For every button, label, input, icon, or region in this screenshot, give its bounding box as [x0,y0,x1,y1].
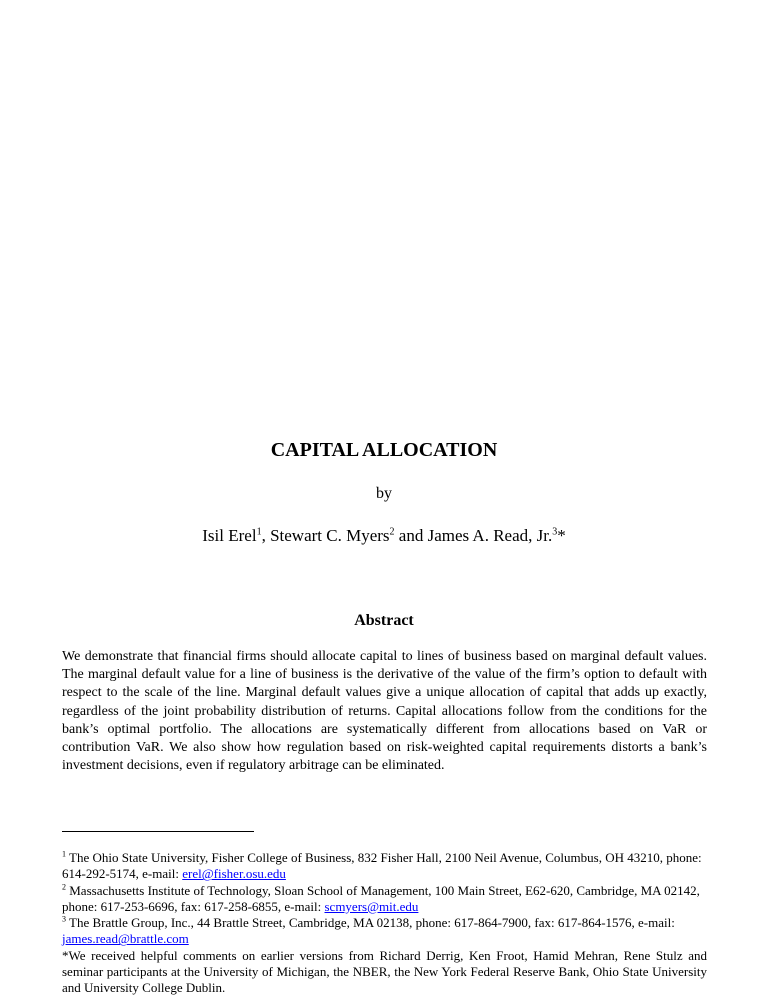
footnote-text: The Brattle Group, Inc., 44 Brattle Street, Cambridge, MA 02138, phone: 617-864-7900, fax: 617-864-1576, e-mail: [66,915,675,931]
email-link[interactable]: erel@fisher.osu.edu [182,866,286,882]
email-link[interactable]: scmyers@mit.edu [324,898,419,914]
footnote-marker: 1 [256,526,262,538]
author-name: Stewart C. Myers [270,526,390,545]
footnote-text: Massachusetts Institute of Technology, Sloan School of Management, 100 Main Street, E62-620, Cambridge, MA 02142, phone: 617-253-6696, fax: 617-258-6855, e-mail: [62,882,700,914]
email-link[interactable]: james.read@brattle.com [62,931,189,947]
footnote-1 [62,850,707,883]
footnote-divider [62,831,254,832]
author-name: James A. Read, Jr. [427,526,553,545]
footnotes [62,850,707,997]
footnote-marker: 2 [389,526,395,538]
footnote-text: The Ohio State University, Fisher College of Business, 832 Fisher Hall, 2100 Neil Avenue, Columbus, OH 43210, phone: 614-292-5174, e-mail: [62,850,702,882]
footnote-number: 1 [62,849,66,859]
abstract-heading: Abstract [354,612,414,629]
author-list [0,525,768,547]
footnote-3 [62,915,707,948]
author-separator: , [261,526,271,545]
acknowledgment-note: *We received helpful comments on earlier versions from Richard Derrig, Ken Froot, Hamid Mehran, Rene Stulz and seminar participants at the University of Michigan, the NBER, the New York Federal Reserve Bank, Ohio State University and University College Dublin. [62,947,707,996]
footnote-marker: 3 [552,526,558,538]
abstract-text: We demonstrate that financial firms should allocate capital to lines of business based on marginal default values. The marginal default value for a line of business is the derivative of the value of the firm’s option to default with respect to the scale of the line. Marginal default values give a unique allocation of capital that adds up exactly, regardless of the joint probability distribution of returns. Capital allocations follow from the conditions for the bank’s optimal portfolio. The allocations are systematically different from allocations based on VaR or contribution VaR. We also show how regulation based on risk-weighted capital requirements distorts a bank’s investment decisions, even if regulatory arbitrage can be eliminated. [62,649,707,774]
footnote-number: 2 [62,882,66,892]
paper-title: CAPITAL ALLOCATION [270,439,498,461]
byline: by [376,485,392,502]
author-name: Isil Erel [202,526,257,545]
footnote-number: 3 [62,914,66,924]
author-separator: and [394,526,428,545]
footnote-2 [62,883,707,916]
acknowledgment-marker: * [557,526,566,545]
